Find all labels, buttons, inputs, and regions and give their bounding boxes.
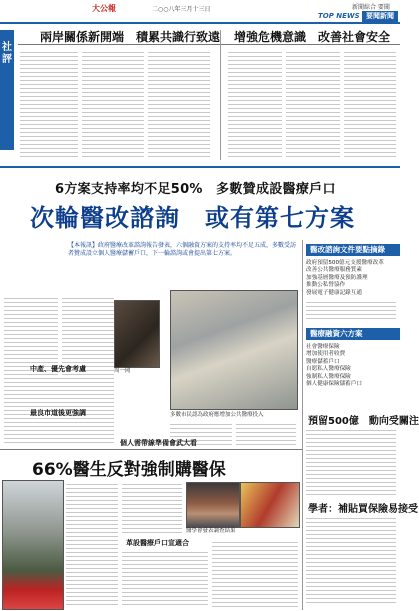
editorial-column <box>344 50 396 158</box>
section-divider <box>0 166 400 168</box>
story-subhead-2: 最良市道後更強調 <box>30 409 86 417</box>
story-lead: 【本報訊】政府醫療改革諮詢報告發表，六個融資方案的支持率均不足五成，多數受訪者贊成設立個人醫療儲蓄戶口，下一輪諮詢或會提出第七方案。 <box>68 242 297 258</box>
story-subhead-1: 中產、優先會考慮 <box>30 365 86 373</box>
editorial-column <box>286 50 340 158</box>
story-divider <box>0 449 302 450</box>
list-item: 加強基層醫療及預防護理 <box>306 274 368 281</box>
person-photo-caption: 周一岡 <box>114 368 131 374</box>
sidebar-headline: 學者：補貼買保險易接受 <box>308 504 418 515</box>
story-headline: 次輪醫改諮詢 或有第七方案 <box>30 203 355 232</box>
list-item: 改善公共醫療服務質素 <box>306 267 362 274</box>
editorial-left-title: 兩岸關係新開端 積累共識行致遠 <box>40 30 221 44</box>
sidebar-text <box>306 428 396 496</box>
sidebar-box-title: 醫療融資六方案 <box>306 328 400 340</box>
newspaper-logo: 大公報 <box>92 4 116 13</box>
second-story-subhead: 革設醫療戶口宣適合 <box>126 539 189 547</box>
editorial-right-title: 增強危機意識 改善社會安全 <box>234 30 391 44</box>
editorial-column <box>148 50 210 158</box>
sidebar-box-list <box>306 260 398 297</box>
sidebar-divider <box>302 240 303 610</box>
sidebar-box-title: 醫改諮詢文件要點摘錄 <box>306 244 400 256</box>
list-item: 自愿私人醫療保險 <box>306 366 351 373</box>
list-item: 增加使用者收費 <box>306 351 346 358</box>
list-item: 發展電子健康記錄互通 <box>306 289 362 296</box>
sidebar-text <box>306 300 396 320</box>
people-photo <box>186 482 240 528</box>
street-photo <box>2 480 64 610</box>
editorial-column <box>20 50 78 158</box>
editorial-column <box>228 50 282 158</box>
article-column <box>212 540 298 608</box>
sidebar-headline: 預留500億 動向受關注 <box>308 416 419 427</box>
second-photo-caption: 醫學會發表調查結果 <box>186 528 236 534</box>
list-item: 推動公私營協作 <box>306 282 346 289</box>
issue-date: 二○○八年三月十三日 <box>152 6 211 13</box>
sidebar-text <box>306 516 396 606</box>
top-news-label: TOP NEWS <box>318 12 360 20</box>
list-item: 社會醫療保險 <box>306 344 340 350</box>
book-photo <box>240 482 300 528</box>
sidebar-box-list <box>306 344 398 388</box>
story-subhead-3: 個人需帶線準備會武大看 <box>120 439 197 447</box>
second-story-headline: 66%醫生反對強制購醫保 <box>32 460 226 480</box>
section-tag: 要聞新聞 <box>362 11 398 22</box>
hospital-photo <box>170 290 298 410</box>
list-item: 個人健康保險儲蓄戶口 <box>306 381 362 388</box>
list-item: 強制私人醫療保險 <box>306 373 351 380</box>
article-column <box>122 550 208 608</box>
editorial-tab-label: 社評 <box>2 42 12 65</box>
list-item: 政府預留500億元支援醫療改革 <box>306 260 384 266</box>
list-item: 醫療儲蓄戶口 <box>306 358 340 365</box>
article-column <box>236 422 296 448</box>
hospital-photo-caption: 多數市民認為政府應增加公共醫療投入 <box>170 412 264 418</box>
article-column <box>122 482 182 534</box>
editorial-rule <box>18 44 400 45</box>
article-column <box>66 482 118 608</box>
person-photo <box>114 300 160 368</box>
edition-label: 新聞綜合 要聞 <box>352 4 390 11</box>
editorial-column <box>82 50 144 158</box>
editorial-divider <box>220 30 221 160</box>
story-kicker: 6方案支持率均不足50% 多數贊成設醫療戶口 <box>55 182 336 197</box>
